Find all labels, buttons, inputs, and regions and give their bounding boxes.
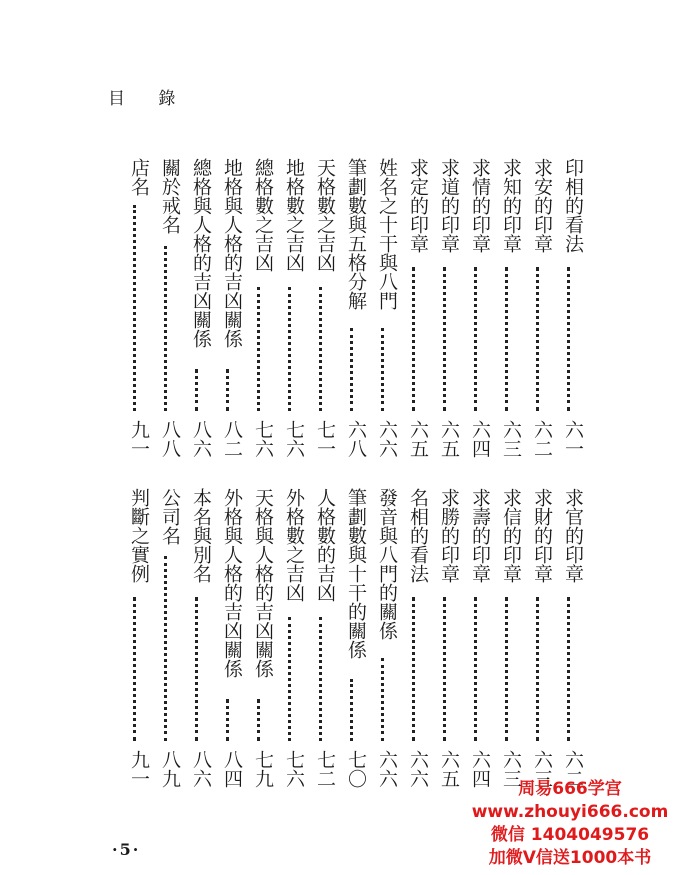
toc-entry-title: 外格數之吉凶: [283, 488, 305, 602]
toc-entry-page: 六六: [376, 750, 398, 788]
dot-leader: [536, 267, 539, 412]
toc-entry: [555, 158, 583, 458]
toc-entry: [152, 488, 180, 788]
toc-entry: [245, 158, 273, 458]
dot-leader: [164, 556, 167, 742]
toc-entry-title: 求情的印章: [469, 158, 491, 253]
toc-entry: [183, 488, 211, 788]
dot-leader: [505, 597, 508, 742]
toc-entry-title: 印相的看法: [562, 158, 584, 253]
toc-entry-title: 發音與八門的關係: [376, 488, 398, 640]
dot-leader: [288, 287, 291, 411]
toc-entry: [462, 488, 490, 788]
toc-entry-title: 外格與人格的吉凶關係: [221, 488, 243, 678]
toc-entry-title: 天格數之吉凶: [314, 158, 336, 272]
toc-entry: [307, 158, 335, 458]
toc-entry: [369, 158, 397, 458]
toc-entry-title: 筆劃數與五格分解: [345, 158, 367, 310]
toc-entry-title: 求道的印章: [438, 158, 460, 253]
toc-entry-page: 六三: [500, 750, 522, 788]
toc-entry: [524, 488, 552, 788]
toc-entry: [214, 158, 242, 458]
toc-entry-title: 本名與別名: [190, 488, 212, 583]
dot-leader: [350, 679, 353, 742]
dot-leader: [226, 369, 229, 411]
dot-leader: [443, 267, 446, 412]
toc-entry-title: 總格與人格的吉凶關係: [190, 158, 212, 348]
dot-leader: [319, 617, 322, 741]
toc-entry-title: 地格與人格的吉凶關係: [221, 158, 243, 348]
toc-entry-page: 六八: [345, 420, 367, 458]
toc-entry-page: 七〇: [345, 750, 367, 788]
toc-entry-page: 六二: [562, 750, 584, 788]
toc-entry-title: 筆劃數與十干的關係: [345, 488, 367, 659]
dot-leader: [474, 597, 477, 742]
dot-leader: [164, 246, 167, 411]
toc-entry: [369, 488, 397, 788]
dot-leader: [474, 267, 477, 412]
toc-entry: [524, 158, 552, 458]
toc-entry-page: 六一: [562, 420, 584, 458]
toc-entry-page: 六五: [407, 420, 429, 458]
toc-entry-page: 六六: [376, 420, 398, 458]
toc-entry-page: 八四: [221, 750, 243, 788]
toc-entry-page: 八六: [190, 420, 212, 458]
toc-entry-title: 求官的印章: [562, 488, 584, 583]
toc-entry-page: 六四: [469, 750, 491, 788]
dot-leader: [133, 597, 136, 742]
toc-entry-page: 七二: [314, 750, 336, 788]
watermark-stamp: [470, 778, 670, 870]
toc-entry: [214, 488, 242, 788]
dot-leader: [505, 267, 508, 412]
dot-leader: [381, 658, 384, 741]
dot-leader: [319, 287, 322, 411]
toc-entry-page: 七一: [314, 420, 336, 458]
toc-entry-page: 六六: [407, 750, 429, 788]
toc-entry: [121, 488, 149, 788]
toc-entry: [245, 488, 273, 788]
toc-entry-page: 八九: [159, 750, 181, 788]
toc-entry-page: 九一: [128, 750, 150, 788]
toc-entry-title: 求壽的印章: [469, 488, 491, 583]
dot-leader: [257, 699, 260, 741]
toc-entry-title: 公司名: [159, 488, 181, 545]
dot-leader: [412, 597, 415, 742]
toc-entry: [121, 158, 149, 458]
toc-entry: [276, 158, 304, 458]
toc-entry-page: 六三: [500, 420, 522, 458]
toc-entry: [183, 158, 211, 458]
toc-entry-title: 名相的看法: [407, 488, 429, 583]
watermark-line-2: www.zhouyi666.com: [471, 802, 669, 822]
toc-entry: [400, 158, 428, 458]
toc-entry-page: 七六: [252, 420, 274, 458]
toc-entry-title: 總格數之吉凶: [252, 158, 274, 272]
toc-entry-page: 八六: [190, 750, 212, 788]
toc-entry: [462, 158, 490, 458]
dot-leader: [350, 328, 353, 411]
toc-entry-page: 六四: [469, 420, 491, 458]
dot-leader: [195, 369, 198, 411]
toc-entry-title: 關於戒名: [159, 158, 181, 234]
toc-entry-title: 求財的印章: [531, 488, 553, 583]
toc-entry-page: 七六: [283, 750, 305, 788]
dot-leader: [412, 267, 415, 412]
watermark-line-1: 周易666学宫: [518, 779, 622, 799]
dot-leader: [288, 617, 291, 741]
toc-entry-page: 六二: [531, 420, 553, 458]
toc-entry: [400, 488, 428, 788]
toc-entry-title: 判斷之實例: [128, 488, 150, 583]
toc-entry: [493, 158, 521, 458]
dot-leader: [195, 597, 198, 742]
watermark-line-4: 加微V信送1000本书: [488, 848, 652, 868]
toc-entry-page: 八二: [221, 420, 243, 458]
dot-leader: [133, 205, 136, 411]
toc-entry-page: 六五: [438, 750, 460, 788]
dot-leader: [443, 597, 446, 742]
toc-entry: [431, 158, 459, 458]
toc-entry: [152, 158, 180, 458]
toc-entry-title: 姓名之十干與八門: [376, 158, 398, 310]
dot-leader: [257, 287, 260, 411]
toc-entry-page: 七九: [252, 750, 274, 788]
toc-entry-title: 地格數之吉凶: [283, 158, 305, 272]
toc-entry-page: 九一: [128, 420, 150, 458]
toc-entry-page: 七六: [283, 420, 305, 458]
watermark-line-3: 微信 1404049576: [490, 825, 650, 845]
toc-entry: [276, 488, 304, 788]
toc-entry-title: 天格與人格的吉凶關係: [252, 488, 274, 678]
toc-entry: [338, 158, 366, 458]
toc-header: 目 錄: [108, 89, 190, 109]
toc-entry-title: 求定的印章: [407, 158, 429, 253]
toc-entry: [338, 488, 366, 788]
dot-leader: [567, 597, 570, 742]
page-number: ·5·: [112, 840, 141, 859]
toc-entry: [431, 488, 459, 788]
dot-leader: [381, 328, 384, 411]
toc-entry-title: 求勝的印章: [438, 488, 460, 583]
toc-entry-page: 六五: [438, 420, 460, 458]
toc-entry-title: 求知的印章: [500, 158, 522, 253]
toc-entry-title: 求信的印章: [500, 488, 522, 583]
toc-entry-title: 店名: [128, 158, 150, 196]
dot-leader: [536, 597, 539, 742]
toc-entry: [493, 488, 521, 788]
toc-entry-page: 八八: [159, 420, 181, 458]
toc-entry: [307, 488, 335, 788]
toc-entry-title: 人格數的吉凶: [314, 488, 336, 602]
toc-entry: [555, 488, 583, 788]
toc-entry-title: 求安的印章: [531, 158, 553, 253]
dot-leader: [567, 267, 570, 412]
dot-leader: [226, 699, 229, 741]
toc-entry-page: 六三: [531, 750, 553, 788]
